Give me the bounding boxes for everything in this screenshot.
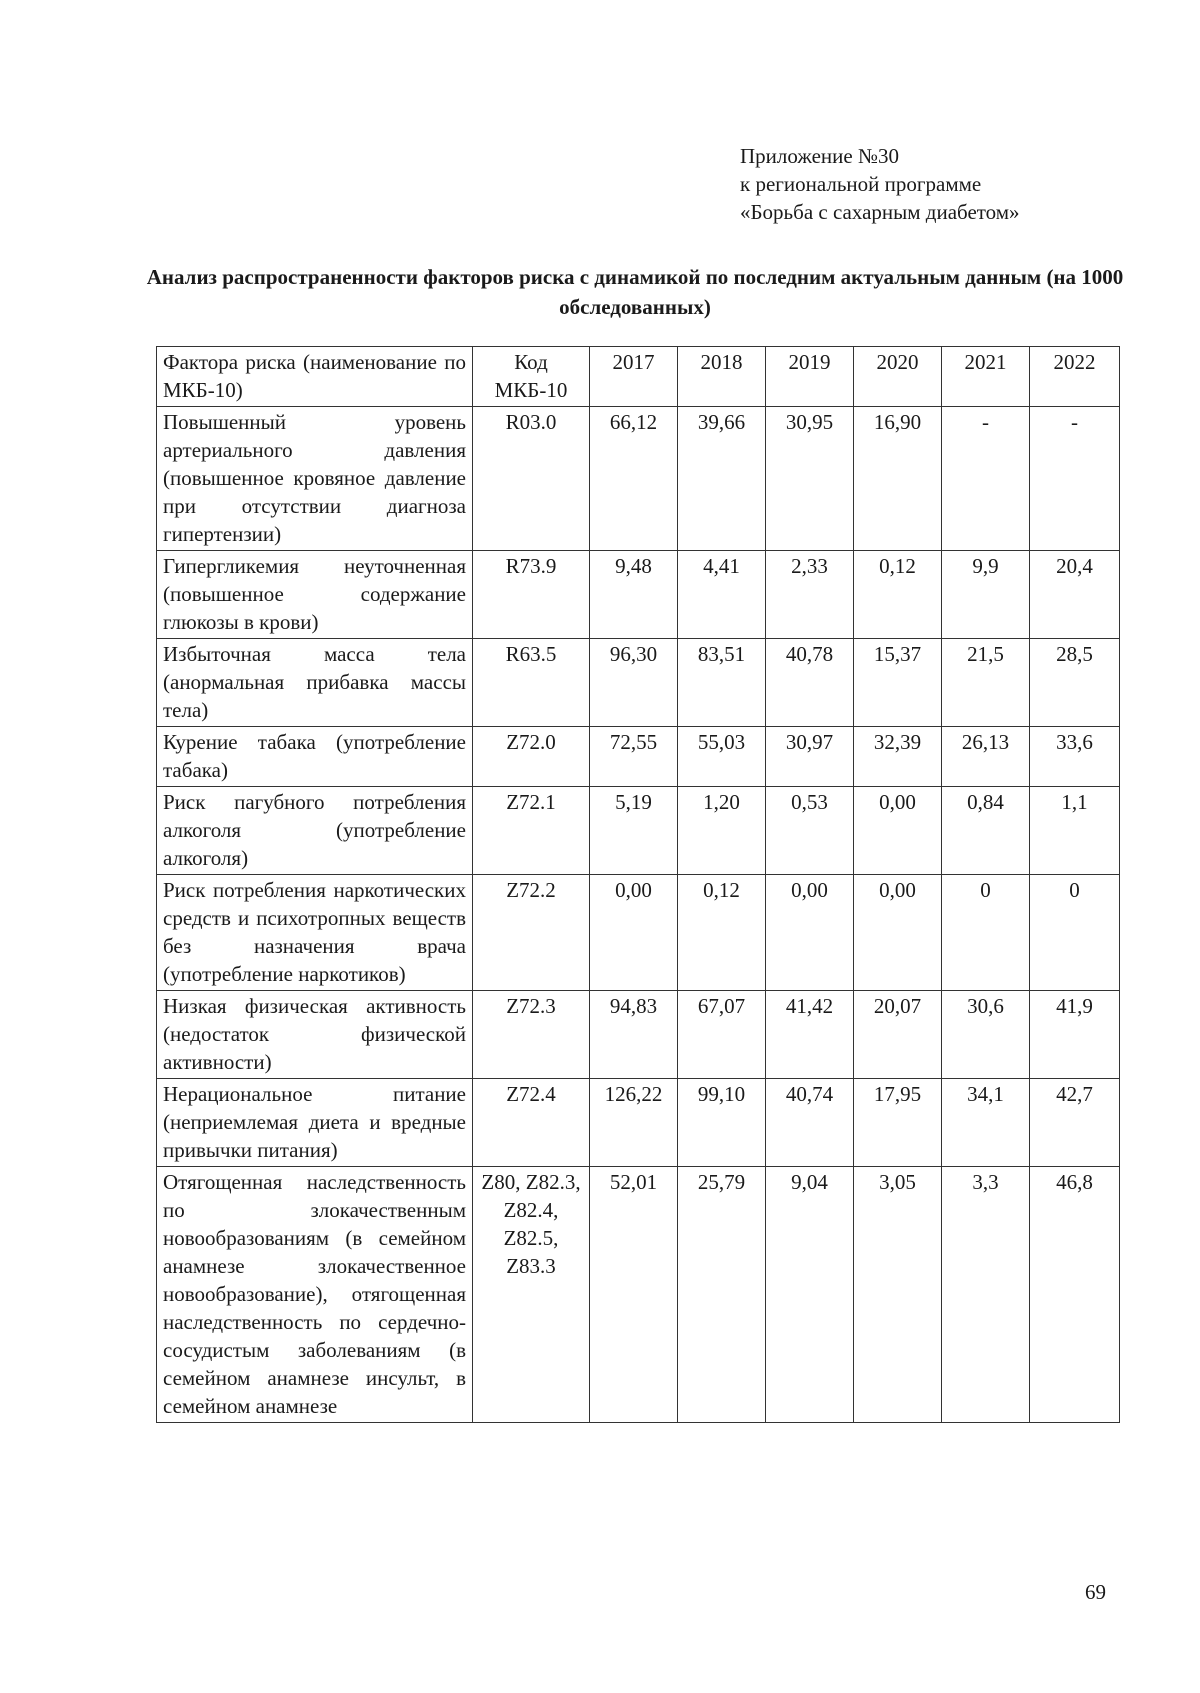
- value-cell: 16,90: [854, 407, 942, 551]
- factor-cell: Риск пагубного потребления алкоголя (употребление алкоголя): [157, 787, 473, 875]
- value-cell: 55,03: [678, 727, 766, 787]
- value-cell: 33,6: [1030, 727, 1120, 787]
- table-row: [157, 407, 1120, 551]
- factor-cell: Курение табака (употребление табака): [157, 727, 473, 787]
- document-title: Анализ распространенности факторов риска с динамикой по последним актуальным данным (на 1000 обследованных): [146, 265, 1124, 319]
- table-row: [157, 875, 1120, 991]
- header-year: 2017: [590, 347, 678, 407]
- factor-cell: Низкая физическая активность (недостаток физической активности): [157, 991, 473, 1079]
- factor-cell: Риск потребления наркотических средств и психотропных веществ без назначения врача (употребление наркотиков): [157, 875, 473, 991]
- table-row: [157, 1167, 1120, 1423]
- value-cell: 3,05: [854, 1167, 942, 1423]
- value-cell: 83,51: [678, 639, 766, 727]
- value-cell: 34,1: [942, 1079, 1030, 1167]
- value-cell: 15,37: [854, 639, 942, 727]
- value-cell: -: [1030, 407, 1120, 551]
- value-cell: 9,04: [766, 1167, 854, 1423]
- factor-cell: Повышенный уровень артериального давления (повышенное кровяное давление при отсутствии диагноза гипертензии): [157, 407, 473, 551]
- code-cell: R03.0: [473, 407, 590, 551]
- header-code: Код МКБ-10: [473, 347, 590, 407]
- value-cell: -: [942, 407, 1030, 551]
- table-row: [157, 551, 1120, 639]
- header-factor: Фактора риска (наименование по МКБ-10): [157, 347, 473, 407]
- table-row: [157, 991, 1120, 1079]
- code-cell: Z72.2: [473, 875, 590, 991]
- value-cell: 96,30: [590, 639, 678, 727]
- factor-cell: Нерациональное питание (неприемлемая диета и вредные привычки питания): [157, 1079, 473, 1167]
- value-cell: 41,42: [766, 991, 854, 1079]
- appendix-line: к региональной программе: [740, 172, 982, 196]
- value-cell: 52,01: [590, 1167, 678, 1423]
- value-cell: 0,12: [854, 551, 942, 639]
- value-cell: 9,9: [942, 551, 1030, 639]
- value-cell: 1,20: [678, 787, 766, 875]
- value-cell: 0,00: [854, 787, 942, 875]
- code-cell: Z72.4: [473, 1079, 590, 1167]
- value-cell: 2,33: [766, 551, 854, 639]
- factor-cell: Отягощенная наследственность по злокачественным новообразованиям (в семейном анамнезе злокачественное новообразование), отягощенная наследственность по сердечно-сосудистым заболеваниям (в семейном анамнезе инсульт, в семейном анамнезе: [157, 1167, 473, 1423]
- value-cell: 9,48: [590, 551, 678, 639]
- code-cell: Z72.3: [473, 991, 590, 1079]
- value-cell: 0,12: [678, 875, 766, 991]
- code-cell: Z80, Z82.3, Z82.4, Z82.5, Z83.3: [473, 1167, 590, 1423]
- value-cell: 94,83: [590, 991, 678, 1079]
- appendix-header: [740, 142, 1160, 226]
- value-cell: 0,53: [766, 787, 854, 875]
- value-cell: 0: [942, 875, 1030, 991]
- appendix-line: Приложение №30: [740, 144, 899, 168]
- value-cell: 25,79: [678, 1167, 766, 1423]
- value-cell: 42,7: [1030, 1079, 1120, 1167]
- value-cell: 32,39: [854, 727, 942, 787]
- value-cell: 46,8: [1030, 1167, 1120, 1423]
- value-cell: 20,4: [1030, 551, 1120, 639]
- value-cell: 0,84: [942, 787, 1030, 875]
- code-cell: R73.9: [473, 551, 590, 639]
- value-cell: 1,1: [1030, 787, 1120, 875]
- value-cell: 0: [1030, 875, 1120, 991]
- value-cell: 40,74: [766, 1079, 854, 1167]
- header-year: 2020: [854, 347, 942, 407]
- value-cell: 30,95: [766, 407, 854, 551]
- table-row: [157, 787, 1120, 875]
- table-row: [157, 639, 1120, 727]
- value-cell: 17,95: [854, 1079, 942, 1167]
- value-cell: 0,00: [590, 875, 678, 991]
- code-cell: R63.5: [473, 639, 590, 727]
- value-cell: 5,19: [590, 787, 678, 875]
- page-number: 69: [1085, 1580, 1106, 1604]
- value-cell: 30,6: [942, 991, 1030, 1079]
- code-cell: Z72.1: [473, 787, 590, 875]
- value-cell: 0,00: [854, 875, 942, 991]
- value-cell: 99,10: [678, 1079, 766, 1167]
- header-year: 2021: [942, 347, 1030, 407]
- table-header: [157, 347, 1120, 407]
- factor-cell: Гипергликемия неуточненная (повышенное содержание глюкозы в крови): [157, 551, 473, 639]
- table-row: [157, 727, 1120, 787]
- value-cell: 20,07: [854, 991, 942, 1079]
- header-year: 2019: [766, 347, 854, 407]
- value-cell: 4,41: [678, 551, 766, 639]
- value-cell: 30,97: [766, 727, 854, 787]
- table-body: [157, 407, 1120, 1423]
- value-cell: 40,78: [766, 639, 854, 727]
- value-cell: 21,5: [942, 639, 1030, 727]
- header-year: 2022: [1030, 347, 1120, 407]
- value-cell: 41,9: [1030, 991, 1120, 1079]
- value-cell: 126,22: [590, 1079, 678, 1167]
- risk-factors-table: [156, 346, 1120, 1423]
- code-cell: Z72.0: [473, 727, 590, 787]
- table-row: [157, 1079, 1120, 1167]
- value-cell: 28,5: [1030, 639, 1120, 727]
- header-row: [157, 347, 1120, 407]
- value-cell: 66,12: [590, 407, 678, 551]
- value-cell: 39,66: [678, 407, 766, 551]
- value-cell: 72,55: [590, 727, 678, 787]
- value-cell: 67,07: [678, 991, 766, 1079]
- appendix-line: «Борьба с сахарным диабетом»: [740, 200, 1020, 224]
- value-cell: 0,00: [766, 875, 854, 991]
- factor-cell: Избыточная масса тела (анормальная прибавка массы тела): [157, 639, 473, 727]
- value-cell: 26,13: [942, 727, 1030, 787]
- value-cell: 3,3: [942, 1167, 1030, 1423]
- header-year: 2018: [678, 347, 766, 407]
